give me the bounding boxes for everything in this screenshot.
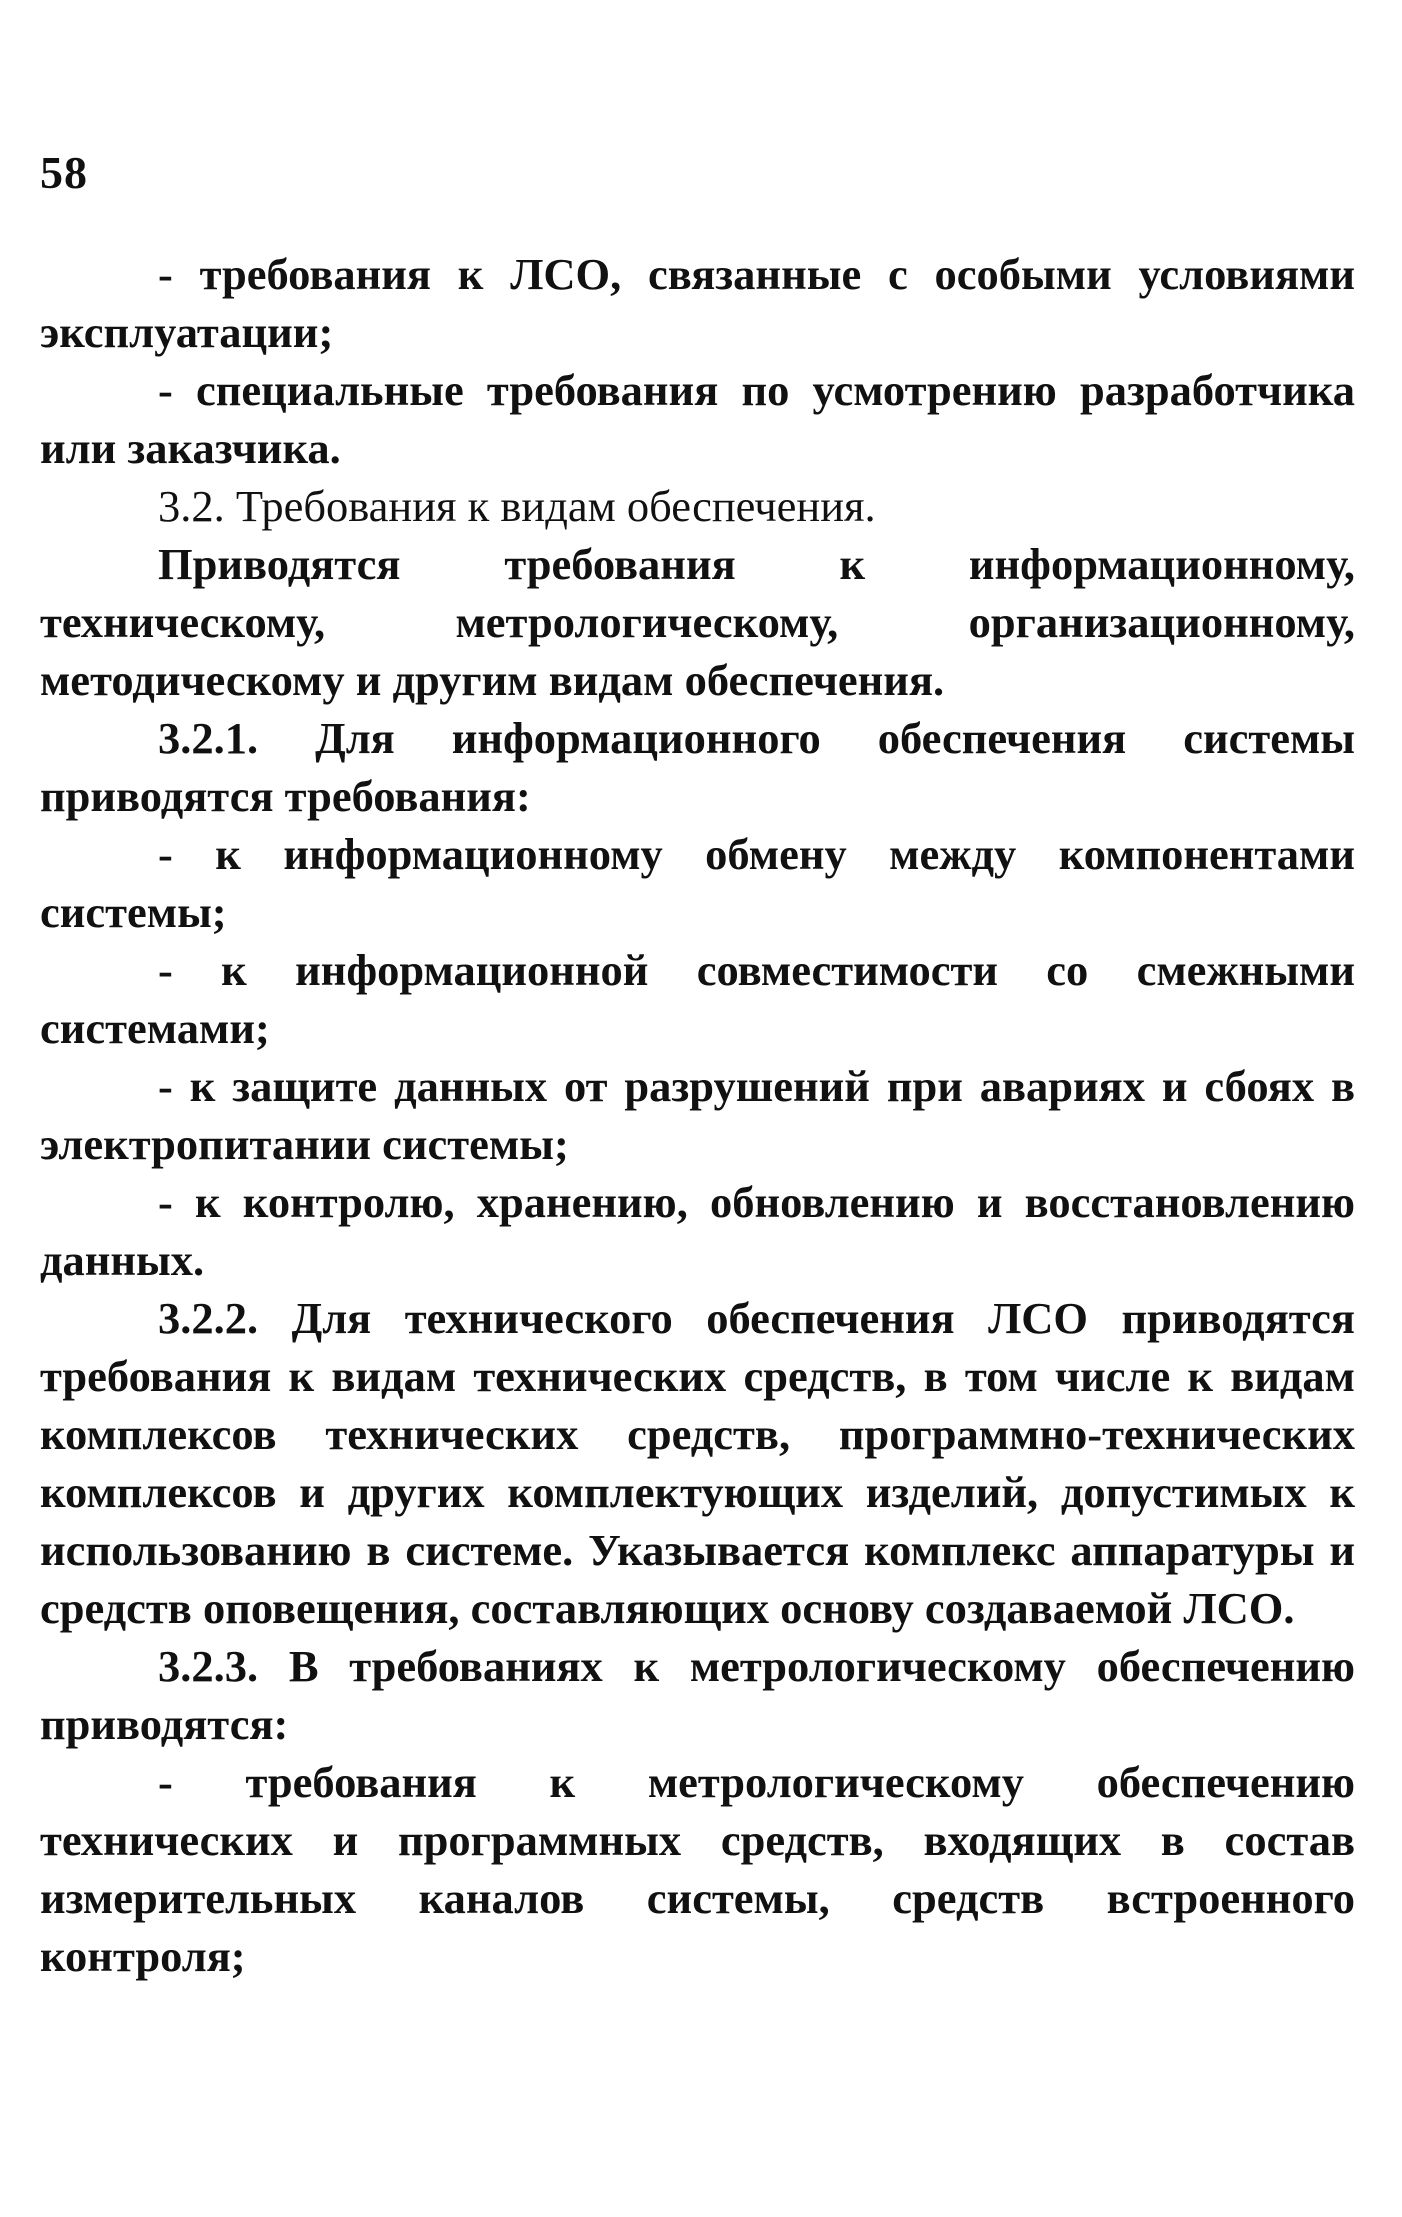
list-item-metrology: - требования к метрологическому обеспечению технических и программных средств, входящих в состав измерительных каналов системы, средств встроенного контроля; [40,1757,1355,1981]
paragraph-3-2-3: 3.2.3. В требованиях к метрологическому обеспечению приводятся: [40,1641,1355,1749]
paragraph-3-2-2: 3.2.2. Для технического обеспечения ЛСО приводятся требования к видам технических средств, в том числе к видам комплексов технических средств, программно-технических комплексов и других комплектующих изделий, допустимых к использованию в системе. Указывается комплекс аппаратуры и средств оповещения, составляющих основу создаваемой ЛСО. [40,1293,1355,1633]
paragraph-special-requirements: - специальные требования по усмотрению разработчика или заказчика. [40,365,1355,473]
page-number: 58 [40,147,88,198]
list-item-info-compatibility: - к информационной совместимости со смежными системами; [40,945,1355,1053]
body-text [40,245,1355,1985]
list-item-info-exchange: - к информационному обмену между компонентами системы; [40,829,1355,937]
section-heading-3-2: 3.2. Требования к видам обеспечения. [158,481,876,531]
paragraph-3-2-1: 3.2.1. Для информационного обеспечения системы приводятся требования: [40,713,1355,821]
paragraph-special-conditions: - требования к ЛСО, связанные с особыми условиями эксплуатации; [40,249,1355,357]
paragraph-support-types: Приводятся требования к информационному, техническому, метрологическому, организационному, методическому и другим видам обеспечения. [40,539,1355,705]
list-item-data-control: - к контролю, хранению, обновлению и восстановлению данных. [40,1177,1355,1285]
list-item-data-protection: - к защите данных от разрушений при авариях и сбоях в электропитании системы; [40,1061,1355,1169]
